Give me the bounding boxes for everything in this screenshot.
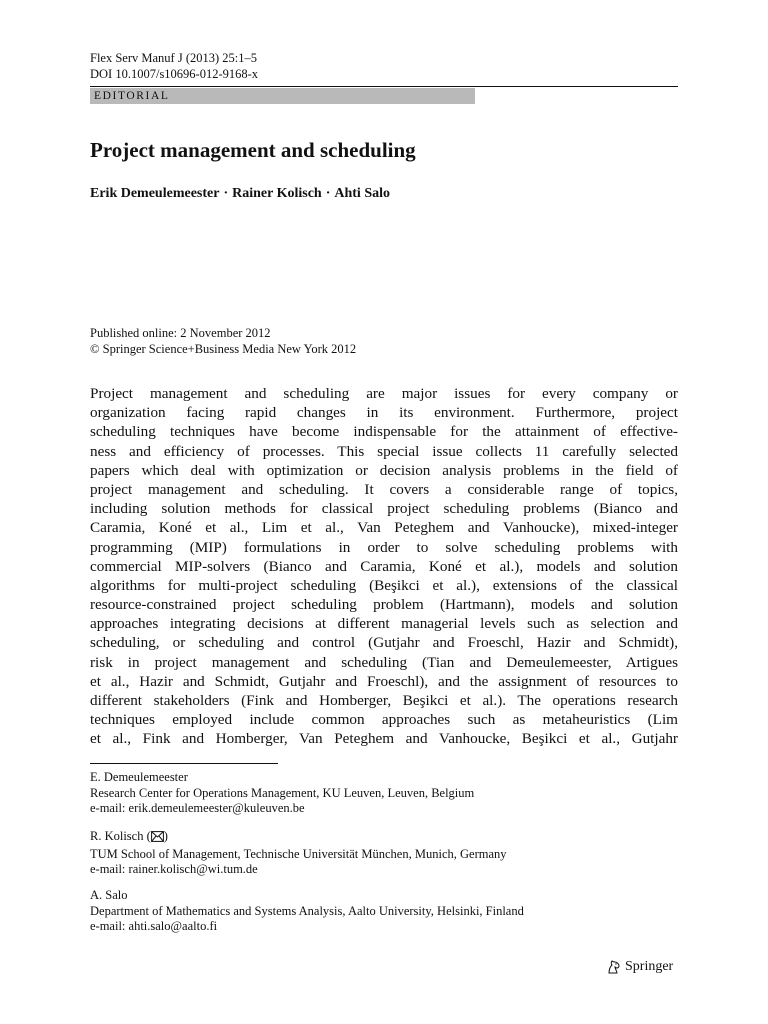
body-paragraph <box>90 384 678 749</box>
springer-horse-icon <box>606 959 622 975</box>
affiliation-institution: Research Center for Operations Management, KU Leuven, Leuven, Belgium <box>90 785 475 800</box>
affiliation-salo <box>90 888 524 935</box>
body-line: techniques employed include common approaches such as metaheuristics (Lim <box>90 711 678 729</box>
author-name: Ahti Salo <box>334 186 390 201</box>
body-line: papers which deal with optimization or decision analysis problems in the field of <box>90 461 678 479</box>
affiliation-email[interactable]: e-mail: ahti.salo@aalto.fi <box>90 919 218 933</box>
affiliation-kolisch <box>90 829 507 878</box>
body-line: et al., Fink and Homberger, Van Peteghem and Vanhoucke, Beşikci et al., Gutjahr <box>90 730 678 748</box>
body-line: organization facing rapid changes in its environment. Furthermore, project <box>90 404 678 422</box>
envelope-icon <box>151 831 164 847</box>
author-separator: · <box>223 186 229 201</box>
body-line: approaches integrating decisions at different managerial levels such as selection and <box>90 615 678 633</box>
body-line: risk in project management and scheduling (Tian and Demeulemeester, Artigues <box>90 653 678 671</box>
affiliation-demeulemeester <box>90 770 474 817</box>
affiliation-email[interactable]: e-mail: rainer.kolisch@wi.tum.de <box>90 862 258 876</box>
publisher-name: Springer <box>625 959 674 974</box>
author-name: Rainer Kolisch <box>232 186 322 201</box>
affiliation-name-row <box>90 829 507 847</box>
body-line: algorithms for multi-project scheduling (Beşikci et al.), extensions of the classical <box>90 576 678 594</box>
body-line: Caramia, Koné et al., Lim et al., Van Peteghem and Vanhoucke), mixed-integer <box>90 519 678 537</box>
affiliation-email[interactable]: e-mail: erik.demeulemeester@kuleuven.be <box>90 801 305 815</box>
body-line: scheduling techniques have become indispensable for the attainment of effective- <box>90 423 678 441</box>
affiliation-institution: Department of Mathematics and Systems Analysis, Aalto University, Helsinki, Finland <box>90 903 524 918</box>
author-name: Erik Demeulemeester <box>90 186 220 201</box>
affiliation-name: A. Salo <box>90 888 128 902</box>
header-rule <box>90 86 678 87</box>
body-line: including solution methods for classical project scheduling problems (Bianco and <box>90 500 678 518</box>
body-line: Project management and scheduling are major issues for every company or <box>90 385 678 402</box>
footnote-rule <box>90 763 278 764</box>
author-list <box>90 186 390 202</box>
publisher-logo <box>606 959 673 975</box>
body-line: commercial MIP-solvers (Bianco and Caramia, Koné et al.), models and solution <box>90 557 678 575</box>
publication-info <box>90 326 356 357</box>
copyright-line: © Springer Science+Business Media New York 2012 <box>90 341 357 356</box>
body-line: et al., Hazir and Schmidt, Gutjahr and Froeschl), and the assignment of resources to <box>90 672 678 690</box>
article-title: Project management and scheduling <box>90 138 416 162</box>
body-line: different stakeholders (Fink and Homberger, Beşikci et al.). The operations research <box>90 692 678 709</box>
affiliation-name: R. Kolisch ( <box>90 829 151 843</box>
affiliation-institution: TUM School of Management, Technische Universität München, Munich, Germany <box>90 846 507 861</box>
affiliation-name-close: ) <box>163 829 168 843</box>
journal-citation: Flex Serv Manuf J (2013) 25:1–5 <box>90 51 257 65</box>
author-separator: · <box>325 186 331 201</box>
section-label: EDITORIAL <box>90 88 475 104</box>
doi-link[interactable]: DOI 10.1007/s10696-012-9168-x <box>90 67 259 81</box>
body-line: project management and scheduling. It covers a considerable range of topics, <box>90 480 678 498</box>
body-line: programming (MIP) formulations in order to solve scheduling problems with <box>90 538 678 556</box>
body-line: scheduling, or scheduling and control (Gutjahr and Froeschl, Hazir and Schmidt), <box>90 634 678 652</box>
affiliation-name: E. Demeulemeester <box>90 770 188 784</box>
journal-header <box>90 50 258 82</box>
published-date: Published online: 2 November 2012 <box>90 326 271 340</box>
body-line: ness and efficiency of processes. This special issue collects 11 carefully selected <box>90 442 678 460</box>
body-line: resource-constrained project scheduling problem (Hartmann), models and solution <box>90 596 678 614</box>
